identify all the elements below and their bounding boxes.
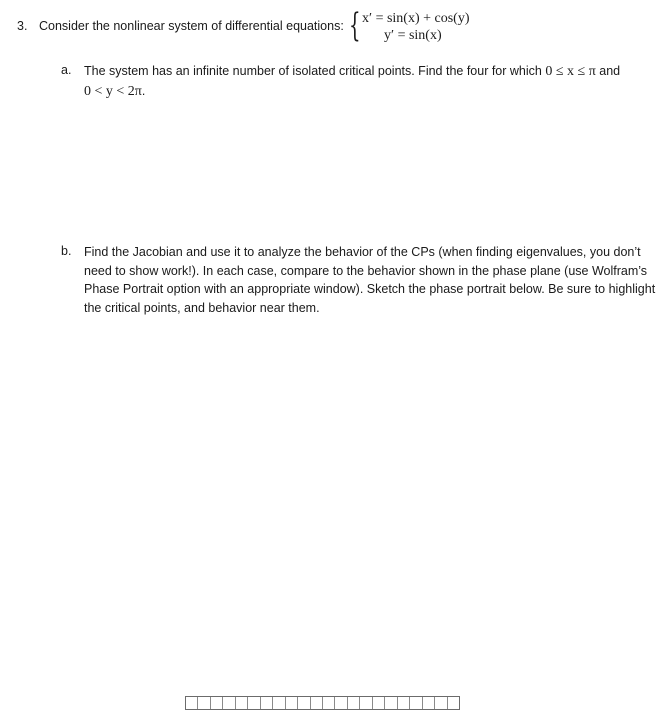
answer-box-cell bbox=[273, 697, 285, 709]
answer-box-cell bbox=[198, 697, 210, 709]
answer-box-cell bbox=[211, 697, 223, 709]
answer-box-cell bbox=[311, 697, 323, 709]
equation-x-prime: x′ = sin(x) + cos(y) bbox=[362, 11, 470, 26]
part-a-range-y: 0 < y < 2π bbox=[84, 83, 142, 99]
equation-system bbox=[349, 5, 489, 46]
answer-box-cell bbox=[360, 697, 372, 709]
question-number: 3. bbox=[17, 19, 28, 33]
answer-box-cell bbox=[348, 697, 360, 709]
part-a-text-1: The system has an infinite number of isolated critical points. Find the four for which bbox=[84, 64, 546, 78]
part-a-text-2: and bbox=[595, 64, 621, 78]
part-b-label: b. bbox=[61, 244, 72, 258]
question-prompt: Consider the nonlinear system of differential equations: bbox=[39, 19, 344, 33]
answer-box-cell bbox=[248, 697, 260, 709]
answer-box-cell bbox=[448, 697, 459, 709]
answer-box-cell bbox=[435, 697, 447, 709]
answer-box-cell bbox=[223, 697, 235, 709]
system-brace: { bbox=[349, 5, 361, 44]
answer-box-strip bbox=[185, 696, 460, 710]
equation-y-prime: y′ = sin(x) bbox=[384, 28, 442, 43]
answer-box-cell bbox=[335, 697, 347, 709]
answer-box-cell bbox=[385, 697, 397, 709]
answer-box-cell bbox=[323, 697, 335, 709]
answer-box-cell bbox=[298, 697, 310, 709]
answer-box-cell bbox=[261, 697, 273, 709]
answer-box-cell bbox=[286, 697, 298, 709]
part-a-range-x: 0 ≤ x ≤ π bbox=[545, 64, 596, 79]
answer-box-cell bbox=[398, 697, 410, 709]
answer-box-cell bbox=[236, 697, 248, 709]
answer-box-cell bbox=[423, 697, 435, 709]
answer-box-cell bbox=[373, 697, 385, 709]
answer-box-cell bbox=[186, 697, 198, 709]
part-a-label: a. bbox=[61, 63, 72, 77]
part-a-text bbox=[84, 62, 654, 101]
part-a-text-3: . bbox=[141, 83, 146, 98]
answer-box-cell bbox=[410, 697, 422, 709]
part-b-text: Find the Jacobian and use it to analyze the behavior of the CPs (when finding eigenvalues, you don’t need to show work!). In each case, compare to the behavior shown in the phase plane (use Wolfram’s Phase Portrait option with an appropriate window). Sketch the phase portrait below. Be sure to highlight the critical points, and behavior near them. bbox=[84, 245, 656, 315]
